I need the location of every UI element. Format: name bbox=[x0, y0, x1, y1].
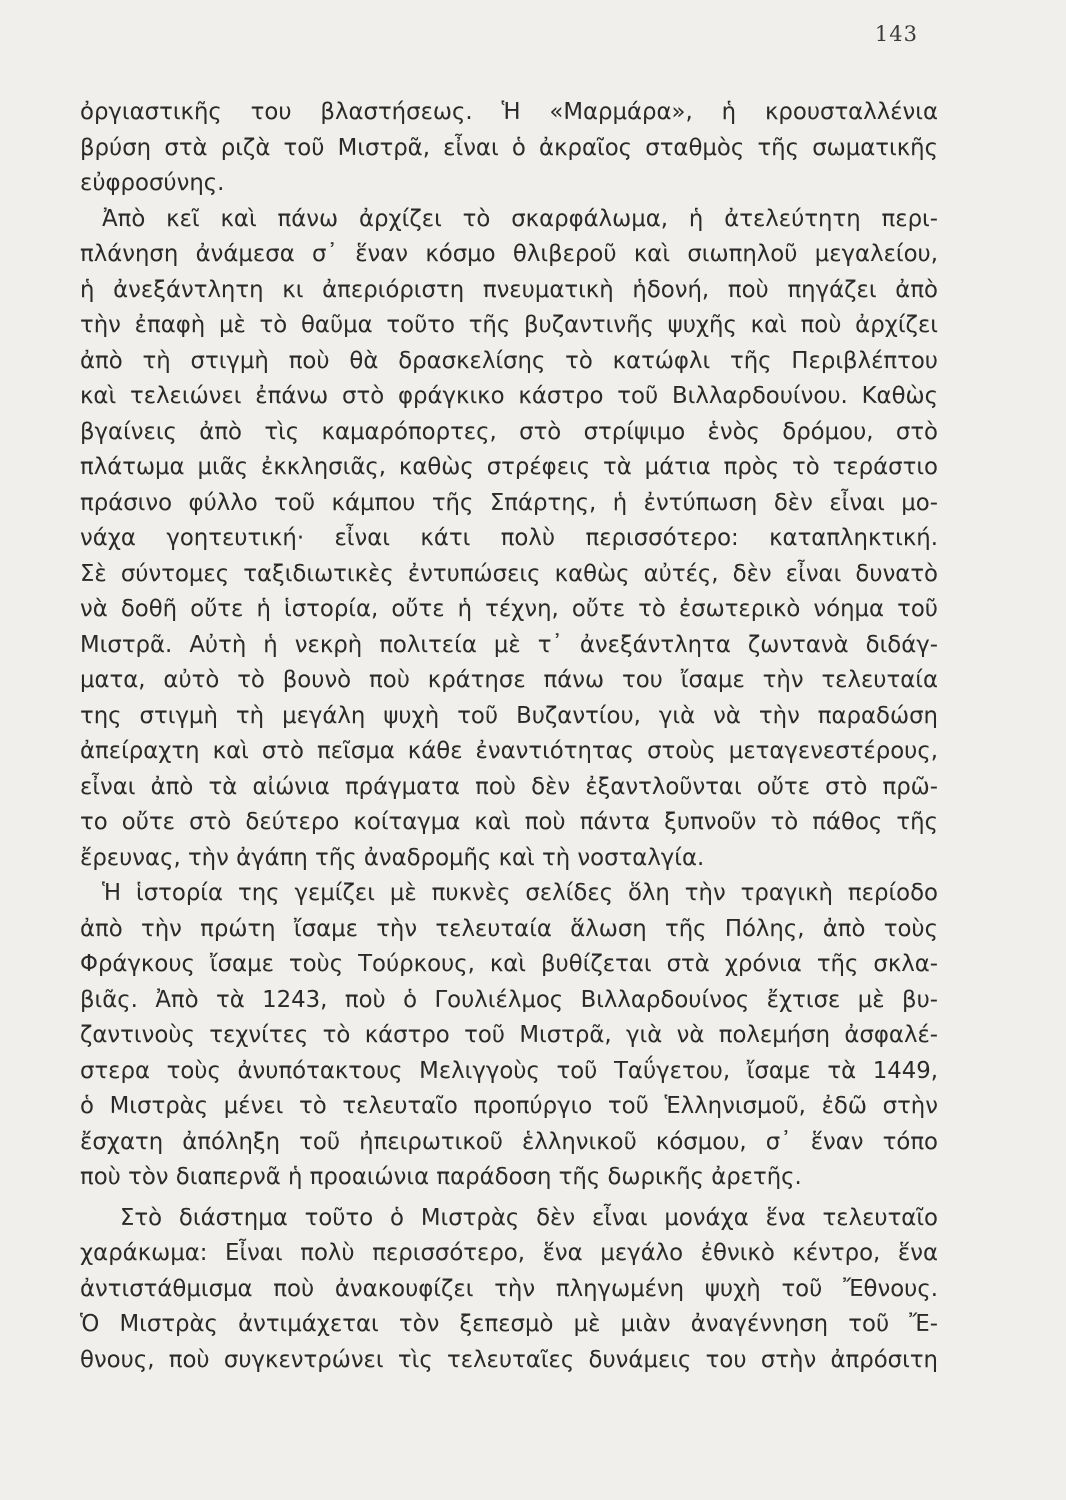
text-line: εὐφροσύνης. bbox=[80, 170, 225, 196]
text-line: καὶ τελειώνει ἐπάνω στὸ φράγκικο κάστρο τοῦ Βιλλαρδουίνου. Καθὼς bbox=[80, 383, 938, 409]
text-line: ποὺ τὸν διαπερνᾶ ἡ προαιώνια παράδοση τῆς δωρικῆς ἀρετῆς. bbox=[80, 1164, 802, 1190]
text-line: Μιστρᾶ. Αὐτὴ ἡ νεκρὴ πολιτεία μὲ τ᾿ ἀνεξάντλητα ζωντανὰ διδάγ- bbox=[80, 631, 938, 658]
text-line: ἡ ἀνεξάντλητη κι ἀπεριόριστη πνευματικὴ ἡδονή, ποὺ πηγάζει ἀπὸ bbox=[80, 276, 938, 303]
text-line: το οὔτε στὸ δεύτερο κοίταγμα καὶ ποὺ πάντα ξυπνοῦν τὸ πάθος τῆς bbox=[80, 809, 938, 835]
text-line: ἀντιστάθμισμα ποὺ ἀνακουφίζει τὴν πληγωμένη ψυχὴ τοῦ Ἔθνους. bbox=[80, 1275, 938, 1302]
text-line: πλάνηση ἀνάμεσα σ᾿ ἕναν κόσμο θλιβεροῦ καὶ σιωπηλοῦ μεγαλείου, bbox=[80, 241, 938, 267]
body-text bbox=[80, 95, 938, 1378]
text-line: εἶναι ἀπὸ τὰ αἰώνια πράγματα ποὺ δὲν ἐξαντλοῦνται οὔτε στὸ πρῶ- bbox=[80, 773, 938, 800]
text-line: στερα τοὺς ἀνυπότακτους Μελιγγοὺς τοῦ Ταΰγετου, ἴσαμε τὰ 1449, bbox=[80, 1057, 938, 1084]
page-number: 143 bbox=[874, 22, 918, 46]
text-line: ἀπὸ τὴ στιγμὴ ποὺ θὰ δρασκελίσης τὸ κατώφλι τῆς Περιβλέπτου bbox=[80, 347, 938, 374]
text-line: Ὁ Μιστρὰς ἀντιμάχεται τὸν ξεπεσμὸ μὲ μιὰν ἀναγέννηση τοῦ Ἔ- bbox=[80, 1311, 938, 1337]
text-line: βρύση στὰ ριζὰ τοῦ Μιστρᾶ, εἶναι ὁ ἀκραῖος σταθμὸς τῆς σωματικῆς bbox=[80, 134, 938, 161]
text-line: βγαίνεις ἀπὸ τὶς καμαρόπορτες, στὸ στρίψιμο ἑνὸς δρόμου, στὸ bbox=[80, 418, 938, 445]
text-line: της στιγμὴ τὴ μεγάλη ψυχὴ τοῦ Βυζαντίου, γιὰ νὰ τὴν παραδώση bbox=[80, 702, 938, 729]
text-line: Στὸ διάστημα τοῦτο ὁ Μιστρὰς δὲν εἶναι μονάχα ἕνα τελευταῖο bbox=[120, 1204, 938, 1231]
text-line: πλάτωμα μιᾶς ἐκκλησιᾶς, καθὼς στρέφεις τὰ μάτια πρὸς τὸ τεράστιο bbox=[80, 454, 938, 480]
text-line: νὰ δοθῆ οὔτε ἡ ἱστορία, οὔτε ἡ τέχνη, οὔτε τὸ ἐσωτερικὸ νόημα τοῦ bbox=[80, 596, 938, 622]
text-line: χαράκωμα: Εἶναι πολὺ περισσότερο, ἕνα μεγάλο ἐθνικὸ κέντρο, ἕνα bbox=[80, 1240, 938, 1266]
text-line: Σὲ σύντομες ταξιδιωτικὲς ἐντυπώσεις καθὼς αὐτές, δὲν εἶναι δυνατὸ bbox=[80, 560, 938, 587]
text-line: θνους, ποὺ συγκεντρώνει τὶς τελευταῖες δυνάμεις του στὴν ἀπρόσιτη bbox=[80, 1346, 938, 1373]
text-line: Ἀπὸ κεῖ καὶ πάνω ἀρχίζει τὸ σκαρφάλωμα, ἡ ἀτελεύτητη περι- bbox=[102, 205, 938, 232]
text-line: βιᾶς. Ἀπὸ τὰ 1243, ποὺ ὁ Γουλιέλμος Βιλλαρδουίνος ἔχτισε μὲ βυ- bbox=[80, 986, 938, 1013]
text-line: ἔρευνας, τὴν ἀγάπη τῆς ἀναδρομῆς καὶ τὴ νοσταλγία. bbox=[80, 844, 705, 871]
text-line: ἀπὸ τὴν πρώτη ἴσαμε τὴν τελευταία ἅλωση τῆς Πόλης, ἀπὸ τοὺς bbox=[80, 915, 938, 942]
text-line: νάχα γοητευτική· εἶναι κάτι πολὺ περισσότερο: καταπληκτική. bbox=[80, 525, 938, 551]
text-line: ἀπείραχτη καὶ στὸ πεῖσμα κάθε ἐναντιότητας στοὺς μεταγενεστέρους, bbox=[80, 738, 938, 764]
text-line: ὁ Μιστρὰς μένει τὸ τελευταῖο προπύργιο τοῦ Ἑλληνισμοῦ, ἐδῶ στὴν bbox=[80, 1093, 938, 1119]
text-line: Φράγκους ἴσαμε τοὺς Τούρκους, καὶ βυθίζεται στὰ χρόνια τῆς σκλα- bbox=[80, 951, 938, 977]
text-line: τὴν ἐπαφὴ μὲ τὸ θαῦμα τοῦτο τῆς βυζαντινῆς ψυχῆς καὶ ποὺ ἀρχίζει bbox=[80, 312, 938, 338]
text-line: ἔσχατη ἀπόληξη τοῦ ἠπειρωτικοῦ ἑλληνικοῦ κόσμου, σ᾿ ἕναν τόπο bbox=[80, 1128, 938, 1155]
text-line: πράσινο φύλλο τοῦ κάμπου τῆς Σπάρτης, ἡ ἐντύπωση δὲν εἶναι μο- bbox=[80, 489, 938, 516]
text-line: ὀργιαστικῆς του βλαστήσεως. Ἡ «Μαρμάρα», ἡ κρουσταλλένια bbox=[80, 99, 938, 125]
text-line: Ἡ ἱστορία της γεμίζει μὲ πυκνὲς σελίδες ὅλη τὴν τραγικὴ περίοδο bbox=[102, 880, 938, 906]
text-line: ματα, αὐτὸ τὸ βουνὸ ποὺ κράτησε πάνω του ἴσαμε τὴν τελευταία bbox=[80, 667, 938, 693]
text-line: ζαντινοὺς τεχνίτες τὸ κάστρο τοῦ Μιστρᾶ, γιὰ νὰ πολεμήση ἀσφαλέ- bbox=[80, 1022, 938, 1048]
